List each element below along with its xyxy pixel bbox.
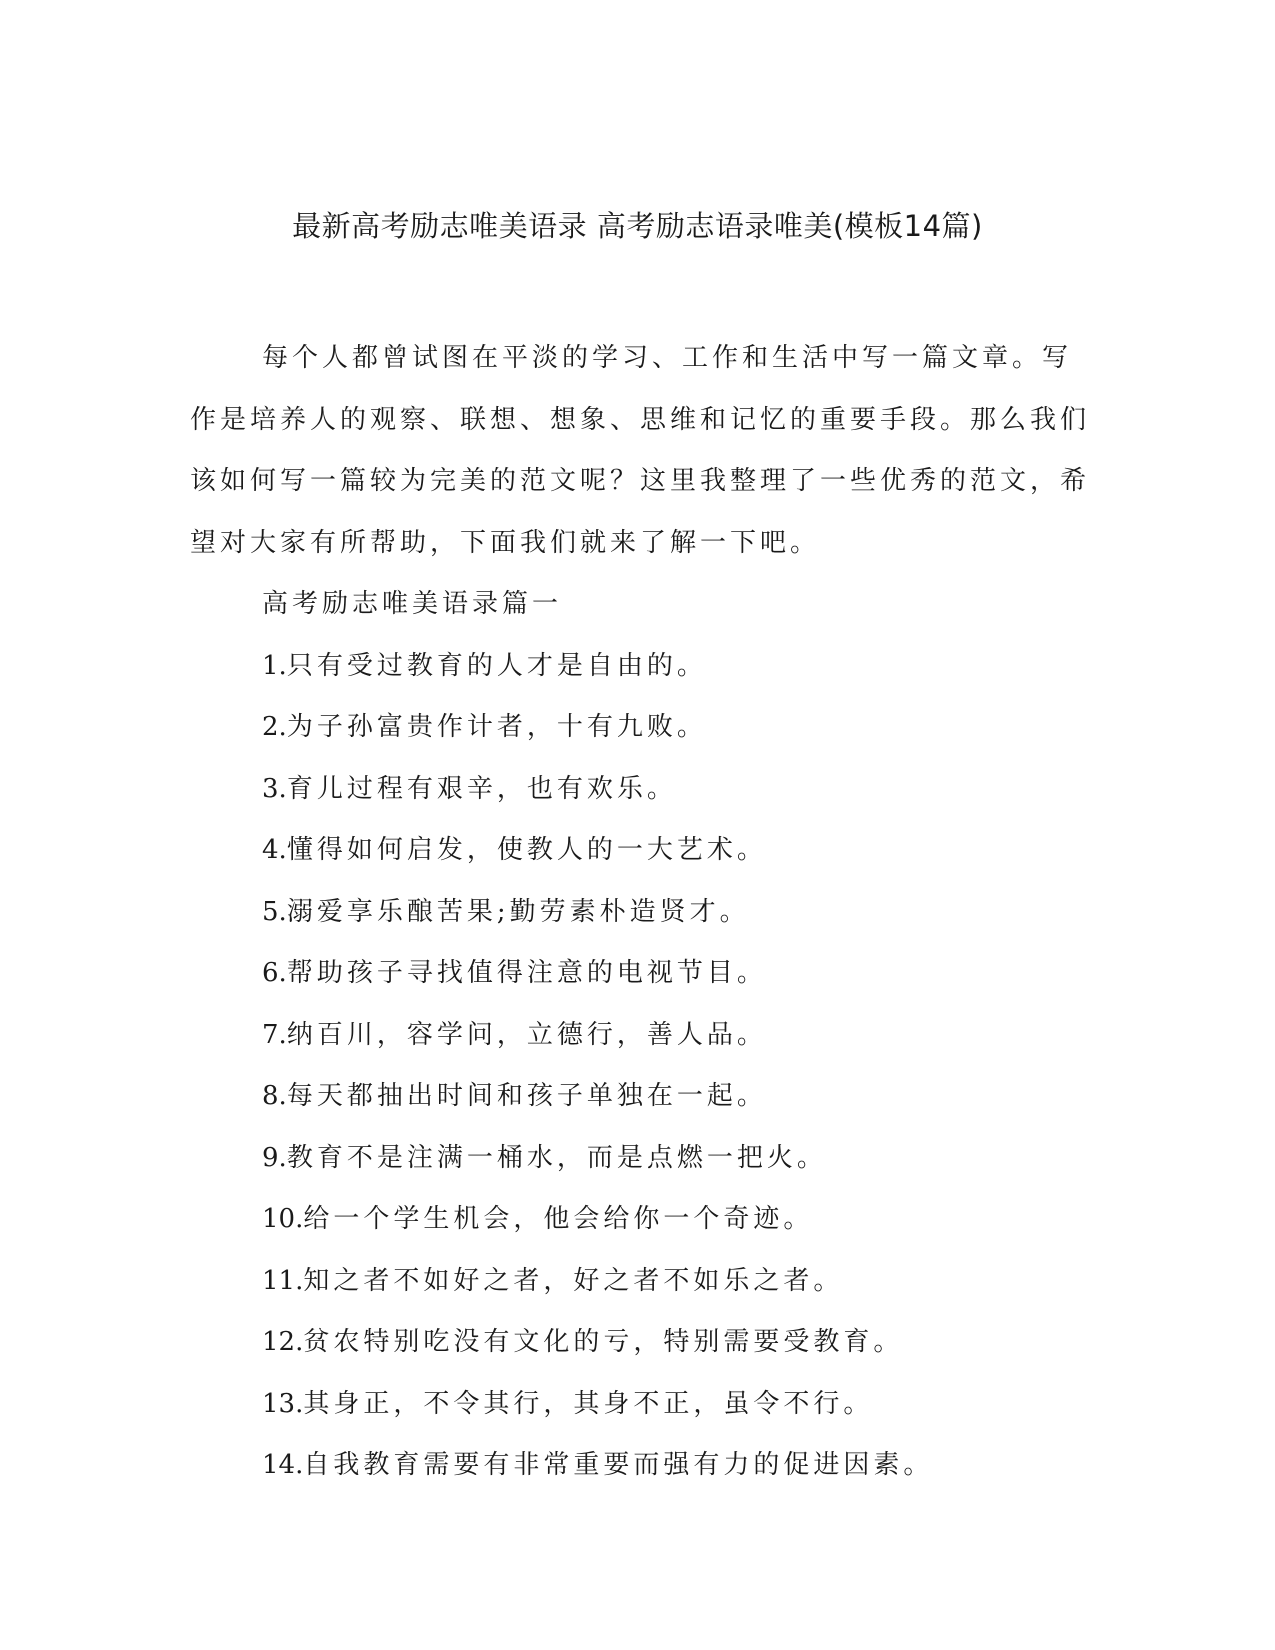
list-item	[190, 882, 1090, 944]
quote-number: 1.	[262, 650, 287, 681]
quote-text: 懂得如何启发，使教人的一大艺术。	[286, 835, 767, 865]
list-item	[190, 820, 1090, 882]
quote-number: 14.	[262, 1450, 304, 1480]
quote-number: 7.	[262, 1019, 287, 1050]
document-body	[190, 328, 1090, 1497]
list-item	[190, 759, 1090, 821]
list-item	[190, 636, 1090, 698]
quote-text: 知之者不如好之者，好之者不如乐之者。	[303, 1265, 844, 1296]
list-item	[190, 1435, 1090, 1497]
section-heading: 高考励志唯美语录篇一	[262, 589, 563, 619]
quote-text: 纳百川，容学问，立德行，善人品。	[286, 1019, 767, 1050]
quote-text: 给一个学生机会，他会给你一个奇迹。	[303, 1204, 814, 1234]
quote-number: 12.	[262, 1327, 304, 1357]
quote-number: 6.	[262, 958, 287, 988]
list-item	[190, 1005, 1090, 1067]
quote-text: 帮助孩子寻找值得注意的电视节目。	[286, 958, 767, 988]
quote-number: 9.	[262, 1142, 287, 1173]
quote-number: 13.	[262, 1388, 304, 1419]
quote-number: 8.	[262, 1081, 287, 1111]
quote-number: 3.	[262, 773, 287, 804]
list-item	[190, 697, 1090, 759]
document-title: 最新高考励志唯美语录 高考励志语录唯美(模板14篇)	[292, 209, 983, 243]
intro-paragraph: 每个人都曾试图在平淡的学习、工作和生活中写一篇文章。写作是培养人的观察、联想、想象、思维和记忆的重要手段。那么我们该如何写一篇较为完美的范文呢？这里我整理了一些优秀的范文，希望对大家有所帮助，下面我们就来了解一下吧。	[190, 343, 1091, 558]
quote-text: 溺爱享乐酿苦果;勤劳素朴造贤才。	[286, 896, 750, 927]
quote-text: 为子孙富贵作计者，十有九败。	[286, 712, 707, 742]
list-item	[190, 1251, 1090, 1313]
quote-text: 其身正，不令其行，其身不正，虽令不行。	[303, 1388, 874, 1419]
quote-text: 每天都抽出时间和孩子单独在一起。	[286, 1081, 767, 1111]
list-item	[190, 1374, 1090, 1436]
list-item	[190, 1312, 1090, 1374]
quote-number: 4.	[262, 835, 287, 865]
quote-list	[190, 636, 1090, 1497]
quote-text: 贫农特别吃没有文化的亏，特别需要受教育。	[303, 1327, 904, 1357]
quote-text: 自我教育需要有非常重要而强有力的促进因素。	[303, 1450, 934, 1480]
quote-text: 教育不是注满一桶水，而是点燃一把火。	[286, 1142, 827, 1173]
quote-number: 10.	[262, 1204, 304, 1234]
quote-number: 5.	[262, 896, 287, 927]
quote-text: 只有受过教育的人才是自由的。	[286, 650, 707, 681]
quote-number: 11.	[262, 1265, 304, 1296]
list-item	[190, 1066, 1090, 1128]
list-item	[190, 1128, 1090, 1190]
list-item	[190, 943, 1090, 1005]
list-item	[190, 1189, 1090, 1251]
quote-text: 育儿过程有艰辛，也有欢乐。	[286, 773, 677, 804]
quote-number: 2.	[262, 712, 287, 742]
